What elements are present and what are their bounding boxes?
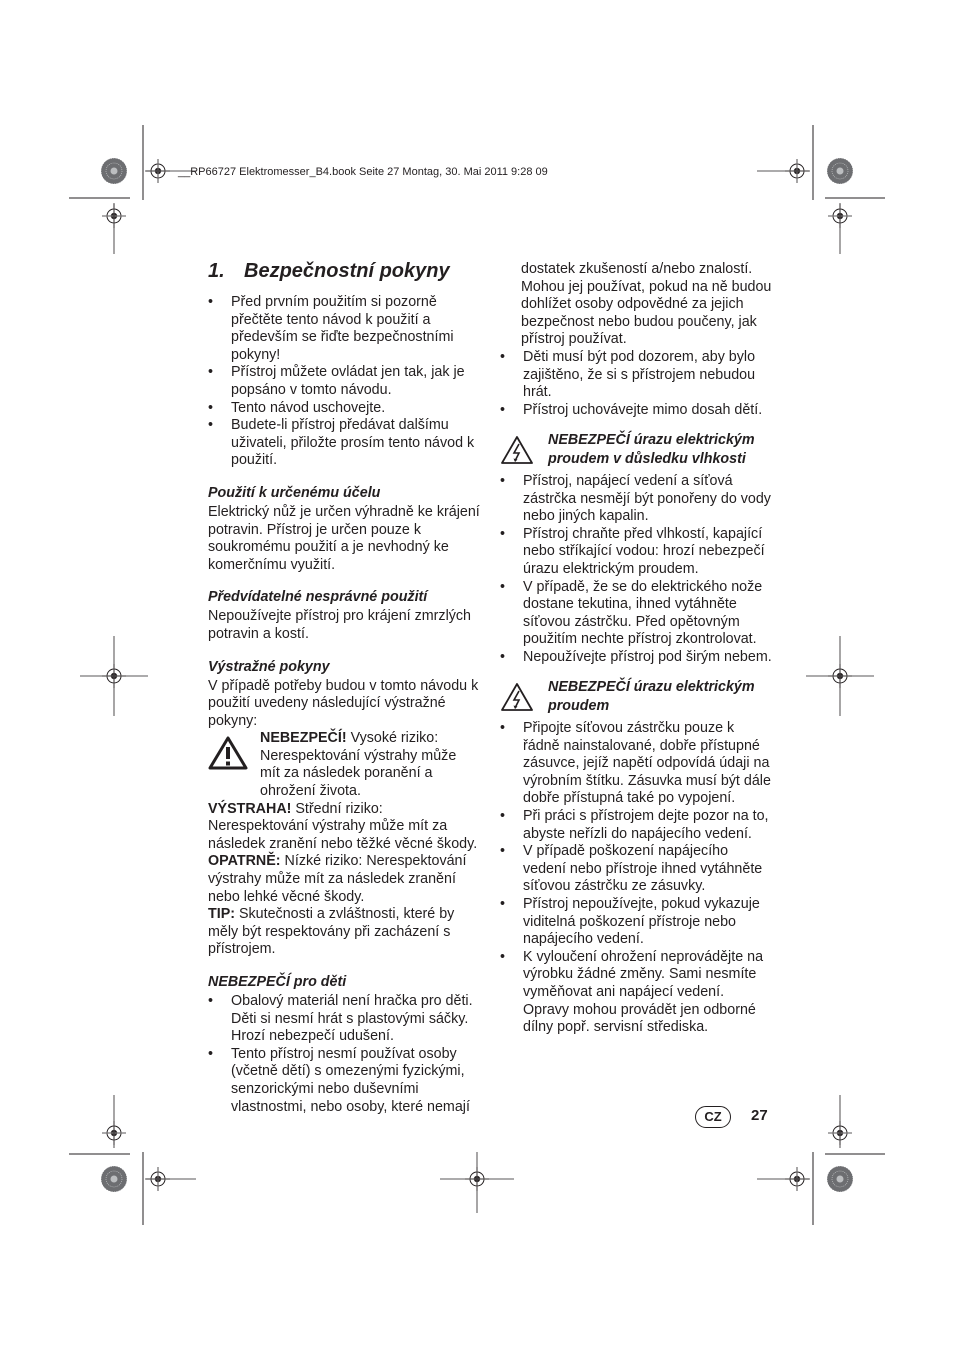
page-title <box>208 258 480 284</box>
intended-use-heading: Použití k určenému účelu <box>208 484 381 501</box>
tip-label: TIP: <box>208 906 236 923</box>
tip-text: Skutečnosti a zvláštnosti, které by měly být respektovány při zacházení s přístrojem. <box>208 906 455 958</box>
moisture-list <box>500 473 772 667</box>
section-number: 1. <box>208 260 225 282</box>
electric-hazard-icon <box>500 682 548 718</box>
list-item: • Přístroj chraňte před vlhkostí, kapající nebo stříkající vodou: hrozí nebezpečí úrazu elektrickým proudem. <box>500 526 772 579</box>
list-item: • Budete-li přístroj předávat dalšímu uživateli, přiložte prosím tento návod k použití. <box>208 417 480 470</box>
list-item: • Přístroj nepoužívejte, pokud vykazuje viditelná poškození přístroje nebo napájecího vedení. <box>500 896 772 949</box>
list-item: • Přístroj, napájecí vedení a síťová zástrčka nesmějí být ponořeny do vody nebo jiných kapalin. <box>500 473 772 526</box>
children-list <box>208 993 480 1116</box>
children-heading: NEBEZPEČÍ pro děti <box>208 974 347 990</box>
intro-list <box>208 294 480 470</box>
left-column <box>208 258 480 1116</box>
print-header: __RP66727 Elektromesser_B4.book Seite 27 Montag, 30. Mai 2011 9:28 09 <box>178 166 548 178</box>
list-item: • Přístroj můžete ovládat jen tak, jak je popsáno v tomto návodu. <box>208 364 480 399</box>
list-item: • Nepoužívejte přístroj pod širým nebem. <box>500 649 772 667</box>
list-item: • Před prvním použitím si pozorně přečtěte tento návod k použití a především se řiďte bezpečnostními pokyny! <box>208 294 480 364</box>
warnings-intro: V případě potřeby budou v tomto návodu k použití uvedeny následující výstražné pokyny: <box>208 677 479 729</box>
caution-label: OPATRNĚ: <box>208 853 281 870</box>
section-title: Bezpečnostní pokyny <box>244 260 450 282</box>
page-number: 27 <box>751 1107 768 1124</box>
intended-use-text: Elektrický nůž je určen výhradně ke krájení potravin. Přístroj je určen pouze k soukromému použití a je nevhodný ke komerčnímu využití. <box>208 503 480 573</box>
list-item: • Připojte síťovou zástrčku pouze k řádně nainstalované, dobře přístupné zásuvce, jejíž napětí odpovídá údaji na výrobním štítku. Zásuvka musí být dále dobře přístupná také po vypojení. <box>500 720 772 808</box>
tip-paragraph <box>208 906 480 959</box>
misuse-heading: Předvídatelné nesprávné použití <box>208 589 428 606</box>
electric-hazard-header <box>500 678 772 718</box>
moisture-hazard-title: NEBEZPEČÍ úrazu elektrickým proudem v důsledku vlhkosti <box>548 432 755 468</box>
misuse-text: Nepoužívejte přístroj pro krájení zmrzlých potravin a kostí. <box>208 608 471 642</box>
warnings-heading: Výstražné pokyny <box>208 658 330 675</box>
electric-hazard-title: NEBEZPEČÍ úrazu elektrickým proudem <box>548 679 755 715</box>
language-badge: CZ <box>695 1106 731 1128</box>
list-item: • Tento návod uschovejte. <box>208 400 480 418</box>
caution-paragraph <box>208 853 480 906</box>
continuation-text: dostatek zkušeností a/nebo znalostí. Mohou jej používat, pokud na ně budou dohlížet osoby odpovědné za jejich bezpečnost nebo budou poučeny, jak přístroj používat. <box>521 261 772 348</box>
warning-paragraph <box>208 801 480 854</box>
warning-triangle-icon <box>208 736 260 776</box>
list-item: • Tento přístroj nesmí používat osoby (včetně dětí) s omezenými fyzickými, senzorickými nebo duševními vlastnostmi, nebo osoby, které nemají <box>208 1046 480 1116</box>
warning-label: VÝSTRAHA! <box>208 800 292 817</box>
list-item: • Přístroj uchovávejte mimo dosah dětí. <box>500 402 772 420</box>
danger-label: NEBEZPEČÍ! <box>260 730 347 747</box>
electric-list <box>500 720 772 1037</box>
caution-text: Nízké riziko: Nerespektování výstrahy může mít za následek zranění nebo lehké věcné škody. <box>208 853 467 905</box>
list-item: • Při práci s přístrojem dejte pozor na to, abyste neřízli do napájecího vedení. <box>500 808 772 843</box>
danger-block <box>208 730 480 800</box>
moisture-hazard-header <box>500 431 772 471</box>
list-item: • K vyloučení ohrožení neprovádějte na výrobku žádné změny. Sami nesmíte vyměňovat ani napájecí vedení. Opravy mohou provádět jen odborné dílny popř. servisní střediska. <box>500 949 772 1037</box>
electric-hazard-icon <box>500 435 548 471</box>
list-item: • V případě poškození napájecího vedení nebo přístroje ihned vytáhněte síťovou zástrčku ze zásuvky. <box>500 843 772 896</box>
children-list-continued <box>500 349 772 419</box>
list-item: • Obalový materiál není hračka pro děti. Děti si nesmí hrát s plastovými sáčky. Hrozí nebezpečí udušení. <box>208 993 480 1046</box>
right-column <box>500 261 772 1037</box>
danger-text: Vysoké riziko: Nerespektování výstrahy může mít za následek poranění a ohrožení života. <box>260 730 457 800</box>
list-item: • Děti musí být pod dozorem, aby bylo zajištěno, že si s přístrojem nebudou hrát. <box>500 349 772 402</box>
warning-text: Střední riziko: Nerespektování výstrahy může mít za následek zranění nebo těžké věcné škody. <box>208 800 478 852</box>
list-item: • V případě, že se do elektrického nože dostane tekutina, ihned vytáhněte síťovou zástrčku. Před opětovným použitím nechte přístroj zkontrolovat. <box>500 579 772 649</box>
